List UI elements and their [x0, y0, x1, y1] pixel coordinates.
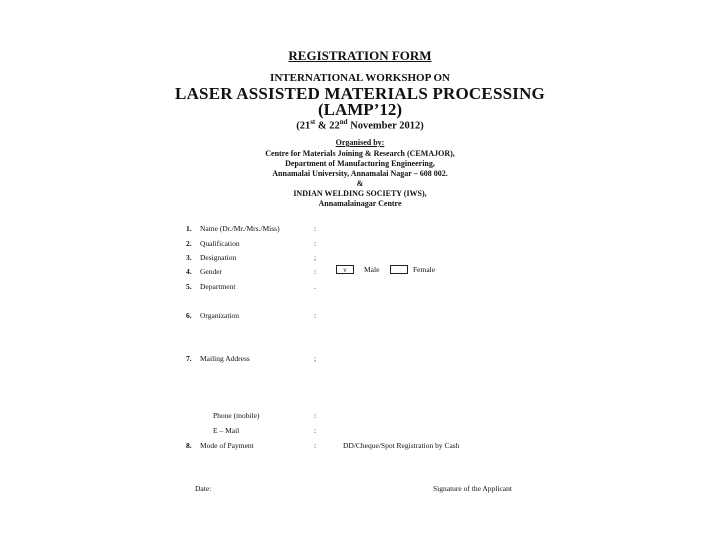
- field-label: Gender: [200, 267, 223, 276]
- workshop-name: LASER ASSISTED MATERIALS PROCESSING: [175, 84, 545, 103]
- workshop-acronym: (LAMP’12): [317, 100, 403, 119]
- field-label: Mailing Address: [200, 354, 250, 363]
- field-separator: :: [314, 267, 317, 276]
- field-number: 3.: [186, 253, 192, 262]
- field-separator: :: [314, 224, 317, 233]
- organiser-line: Annamalai University, Annamalai Nagar – 608 002.: [272, 169, 448, 178]
- field-separator: :: [314, 441, 317, 450]
- field-number: 8.: [186, 441, 192, 450]
- field-separator: ;: [314, 354, 317, 363]
- field-separator: ;: [314, 253, 317, 262]
- field-separator: :: [314, 311, 317, 320]
- organiser-line: &: [356, 179, 364, 188]
- organiser-heading: Organised by:: [335, 138, 385, 147]
- field-number: 2.: [186, 239, 192, 248]
- gender-male-label: Male: [364, 265, 380, 274]
- field-label: Name (Dr./Mr./Mrs./Miss): [200, 224, 280, 233]
- gender-male-checkbox[interactable]: v: [336, 265, 354, 274]
- date-part: (21: [296, 120, 311, 132]
- date-part: & 22: [315, 120, 340, 132]
- payment-mode-value: DD/Cheque/Spot Registration by Cash: [343, 441, 460, 450]
- organiser-line: Annamalainagar Centre: [318, 199, 402, 208]
- date-suffix: st: [310, 118, 316, 126]
- form-title: REGISTRATION FORM: [288, 48, 432, 63]
- gender-female-label: Female: [413, 265, 436, 274]
- workshop-dates: [0, 118, 720, 132]
- organiser-line: Centre for Materials Joining & Research (CEMAJOR),: [265, 149, 455, 158]
- field-label: Phone (mobile): [213, 411, 260, 420]
- organiser-line: INDIAN WELDING SOCIETY (IWS),: [293, 189, 427, 198]
- field-number: 6.: [186, 311, 192, 320]
- gender-female-checkbox[interactable]: [390, 265, 408, 274]
- date-suffix: nd: [339, 118, 348, 126]
- field-separator: .: [314, 282, 316, 291]
- field-number: 4.: [186, 267, 192, 276]
- field-label: Qualification: [200, 239, 240, 248]
- field-separator: :: [314, 411, 317, 420]
- field-separator: :: [314, 239, 317, 248]
- field-label: Organization: [200, 311, 240, 320]
- field-label: E – Mail: [213, 426, 240, 435]
- signature-label: Signature of the Applicant: [433, 484, 512, 493]
- date-part: November 2012): [347, 120, 424, 132]
- field-label: Designation: [200, 253, 237, 262]
- field-number: 5.: [186, 282, 192, 291]
- organiser-line: Department of Manufacturing Engineering,: [285, 159, 435, 168]
- workshop-intro: INTERNATIONAL WORKSHOP ON: [270, 72, 450, 84]
- field-label: Mode of Payment: [200, 441, 254, 450]
- field-label: Department: [200, 282, 236, 291]
- field-number: 7.: [186, 354, 192, 363]
- field-separator: :: [314, 426, 317, 435]
- date-label: Date:: [195, 484, 212, 493]
- field-number: 1.: [186, 224, 192, 233]
